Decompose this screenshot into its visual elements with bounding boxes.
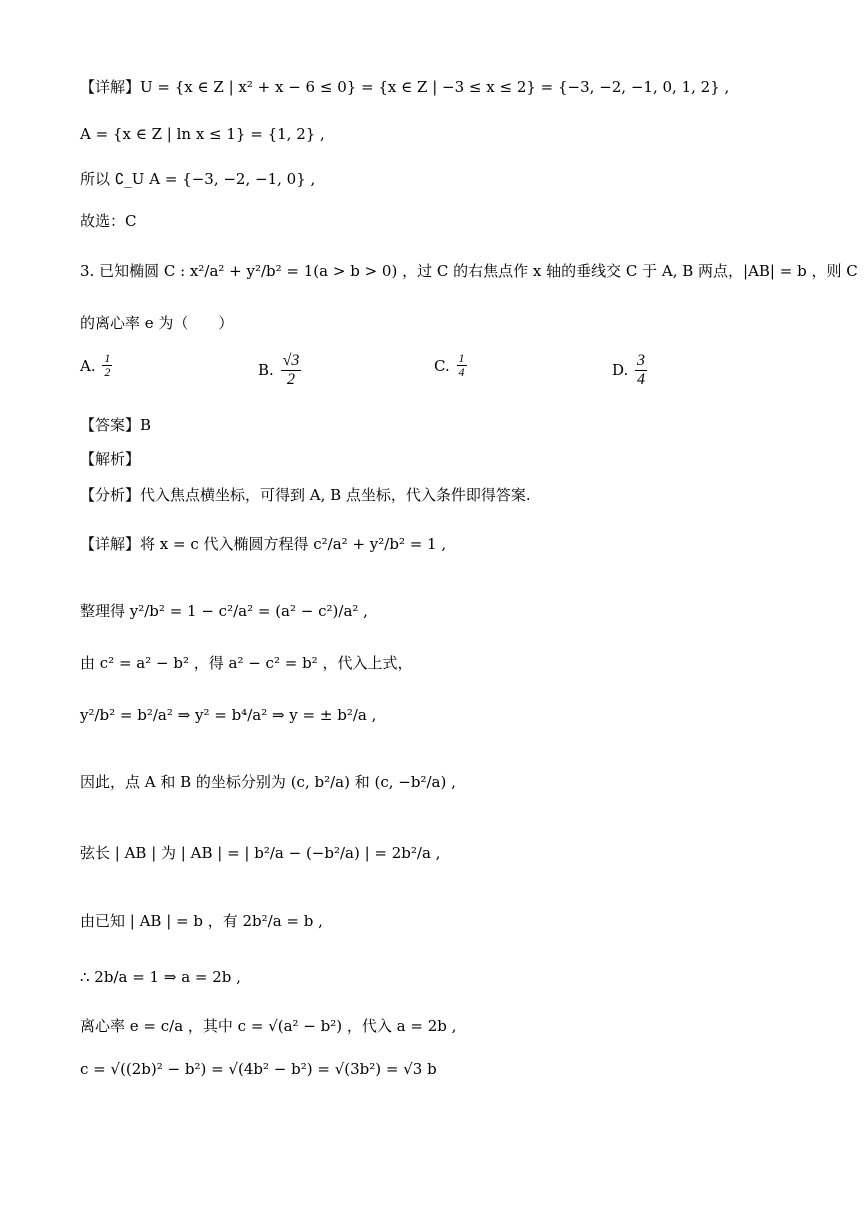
option-c-denominator: 4	[458, 365, 465, 380]
option-c	[434, 352, 469, 379]
option-d-denominator: 4	[637, 370, 646, 388]
step-2: 整理得 y²/b² = 1 − c²/a² = (a² − c²)/a² ,	[80, 602, 368, 620]
option-a-fraction	[102, 352, 112, 379]
complement-line: 所以 ∁_U A = {−3, −2, −1, 0} ,	[80, 170, 316, 188]
step-9: 离心率 e = c/a ，其中 c = √(a² − b²) ，代入 a = 2b ,	[80, 1017, 457, 1035]
step-4: y²/b² = b²/a² ⇒ y² = b⁴/a² ⇒ y = ± b²/a ,	[80, 706, 377, 724]
choice-line: 故选：C	[80, 212, 137, 230]
step-5: 因此，点 A 和 B 的坐标分别为 (c, b²/a) 和 (c, −b²/a) ,	[80, 773, 456, 791]
option-d-fraction	[635, 352, 647, 388]
option-b-denominator: 2	[286, 370, 295, 388]
option-a-label: A.	[80, 356, 96, 375]
step-7: 由已知 | AB | = b ，有 2b²/a = b ,	[80, 912, 323, 930]
option-c-fraction	[457, 352, 467, 379]
step-6: 弦长 | AB | 为 | AB | = | b²/a − (−b²/a) | = 2b²/a ,	[80, 844, 441, 862]
question-3-line2: 的离心率 e 为（ ）	[80, 314, 234, 332]
option-b-numerator: √3	[282, 352, 300, 369]
fenxi-line: 【分析】代入焦点横坐标，可得到 A, B 点坐标，代入条件即得答案.	[80, 486, 531, 504]
question-3-line1: 3. 已知椭圆 C : x²/a² + y²/b² = 1(a > b > 0) ，过 C 的右焦点作 x 轴的垂线交 C 于 A, B 两点，|AB| = b ，则 C	[80, 262, 858, 280]
set-a-line: A = {x ∈ Z | ln x ≤ 1} = {1, 2} ,	[80, 125, 325, 143]
step-8: ∴ 2b/a = 1 ⇒ a = 2b ,	[80, 968, 241, 986]
analysis-heading: 【解析】	[80, 450, 141, 468]
option-b	[258, 352, 303, 388]
option-c-numerator: 1	[458, 351, 465, 365]
step-3: 由 c² = a² − b² ，得 a² − c² = b² ，代入上式，	[80, 654, 413, 672]
option-d-numerator: 3	[637, 352, 646, 369]
answer-line: 【答案】B	[80, 416, 152, 434]
step-1: 【详解】将 x = c 代入椭圆方程得 c²/a² + y²/b² = 1 ,	[80, 535, 447, 553]
option-d	[612, 352, 649, 388]
option-b-fraction	[281, 352, 302, 388]
option-b-label: B.	[258, 361, 274, 380]
step-10: c = √((2b)² − b²) = √(4b² − b²) = √(3b²) = √3 b	[80, 1060, 437, 1078]
option-a	[80, 352, 114, 379]
option-d-label: D.	[612, 361, 629, 380]
detail-line-universal-set: 【详解】U = {x ∈ Z | x² + x − 6 ≤ 0} = {x ∈ Z | −3 ≤ x ≤ 2} = {−3, −2, −1, 0, 1, 2} ,	[80, 78, 730, 96]
option-c-label: C.	[434, 356, 450, 375]
option-a-denominator: 2	[104, 365, 111, 380]
option-a-numerator: 1	[104, 351, 111, 365]
